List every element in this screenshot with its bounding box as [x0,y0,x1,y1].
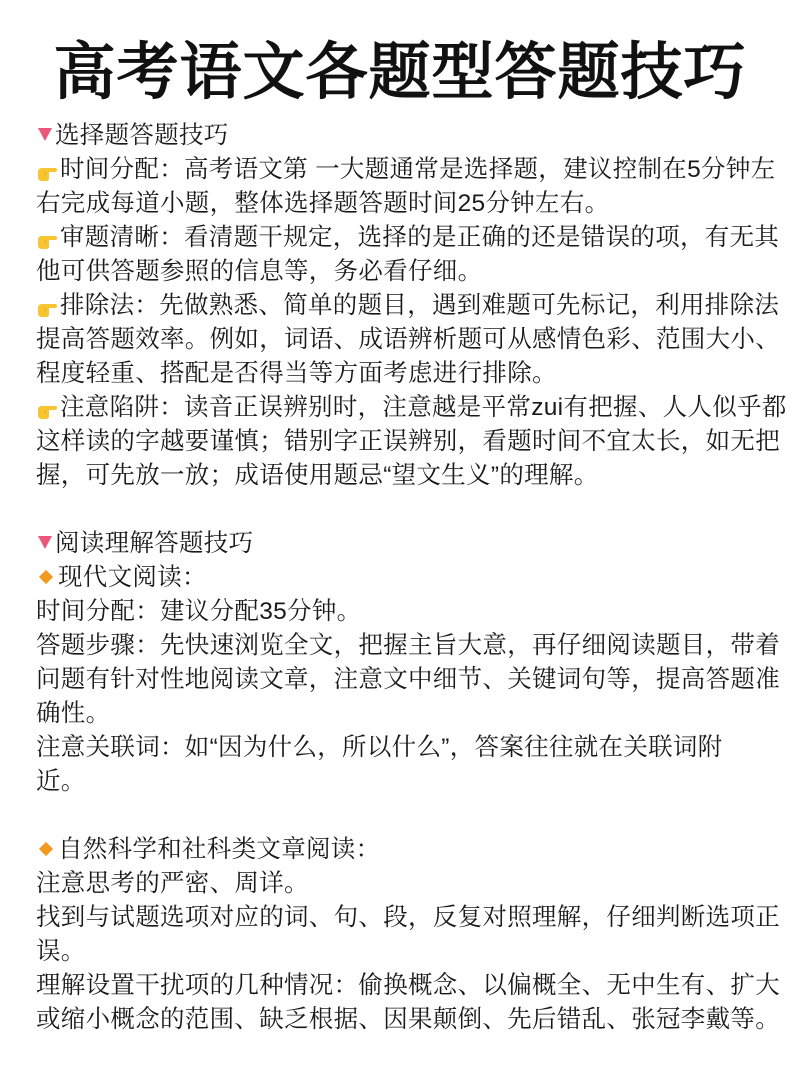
paragraph-line [36,323,780,357]
section-heading [36,119,776,153]
line-text: 他可供答题参照的信息等，务必看仔细。 [36,258,483,285]
article-body [36,119,787,1037]
line-text: 注意关联词：如“因为什么，所以什么”，答案往往就在关联词附 [36,734,723,761]
paragraph-line [36,629,780,663]
line-text: 审题清晰：看清题干规定，选择的是正确的还是错误的项，有无其 [60,224,780,251]
paragraph-line [36,765,776,799]
line-text: 找到与试题选项对应的词、句、段，反复对照理解，仔细判断选项正 [36,904,780,931]
pointing-hand-icon [36,397,58,417]
paragraph-line [36,153,776,187]
paragraph-line [36,867,776,901]
paragraph-line [36,459,776,493]
pink-triangle-icon [38,536,52,549]
line-text: 时间分配：高考语文第 一大题通常是选择题，建议控制在5分钟左 [60,156,776,183]
subsection-heading [36,561,776,595]
line-text: 注意思考的严密、周详。 [36,870,309,897]
line-text: 或缩小概念的范围、缺乏根据、因果颠倒、先后错乱、张冠李戴等。 [36,1006,780,1033]
subsection-heading [36,833,776,867]
line-text: 排除法：先做熟悉、简单的题目，遇到难题可先标记，利用排除法 [60,292,780,319]
paragraph-line [36,1003,780,1037]
pointing-hand-icon [36,227,58,247]
orange-diamond-icon [39,569,53,583]
paragraph-line [36,289,780,323]
paragraph-line [36,425,780,459]
spacer [36,493,776,527]
paragraph-line [36,255,776,289]
section-heading [36,527,776,561]
line-text: 问题有针对性地阅读文章，注意文中细节、关键词句等，提高答题准 [36,666,780,693]
line-text: 右完成每道小题，整体选择题答题时间25分钟左右。 [36,190,610,217]
line-text: 现代文阅读： [58,564,207,591]
line-text: 握，可先放一放；成语使用题忌“望文生义”的理解。 [36,462,599,489]
line-text: 选择题答题技巧 [55,122,229,149]
line-text: 理解设置干扰项的几种情况：偷换概念、以偏概全、无中生有、扩大 [36,972,780,999]
line-text: 注意陷阱：读音正误辨别时，注意越是平常zui有把握、人人似乎都 [60,394,787,421]
paragraph-line [36,221,780,255]
line-text: 时间分配：建议分配35分钟。 [36,598,362,625]
line-text: 近。 [36,768,86,795]
line-text: 确性。 [36,700,111,727]
spacer [36,799,776,833]
paragraph-line [36,969,780,1003]
line-text: 误。 [36,938,86,965]
line-text: 提高答题效率。例如，词语、成语辨析题可从感情色彩、范围大小、 [36,326,780,353]
orange-diamond-icon [39,841,53,855]
paragraph-line [36,935,776,969]
paragraph-line [36,697,776,731]
line-text: 这样读的字越要谨慎；错别字正误辨别，看题时间不宜太长，如无把 [36,428,780,455]
line-text: 答题步骤：先快速浏览全文，把握主旨大意，再仔细阅读题目，带着 [36,632,780,659]
paragraph-line [36,187,776,221]
pointing-hand-icon [36,159,58,179]
line-text: 程度轻重、搭配是否得当等方面考虑进行排除。 [36,360,557,387]
page-title: 高考语文各题型答题技巧 [53,38,747,107]
line-text: 自然科学和社科类文章阅读： [58,836,381,863]
pink-triangle-icon [38,128,52,141]
paragraph-line [36,391,787,425]
pointing-hand-icon [36,295,58,315]
paragraph-line [36,731,776,765]
paragraph-line [36,595,776,629]
paragraph-line [36,663,780,697]
line-text: 阅读理解答题技巧 [55,530,254,557]
paragraph-line [36,901,780,935]
paragraph-line [36,357,776,391]
